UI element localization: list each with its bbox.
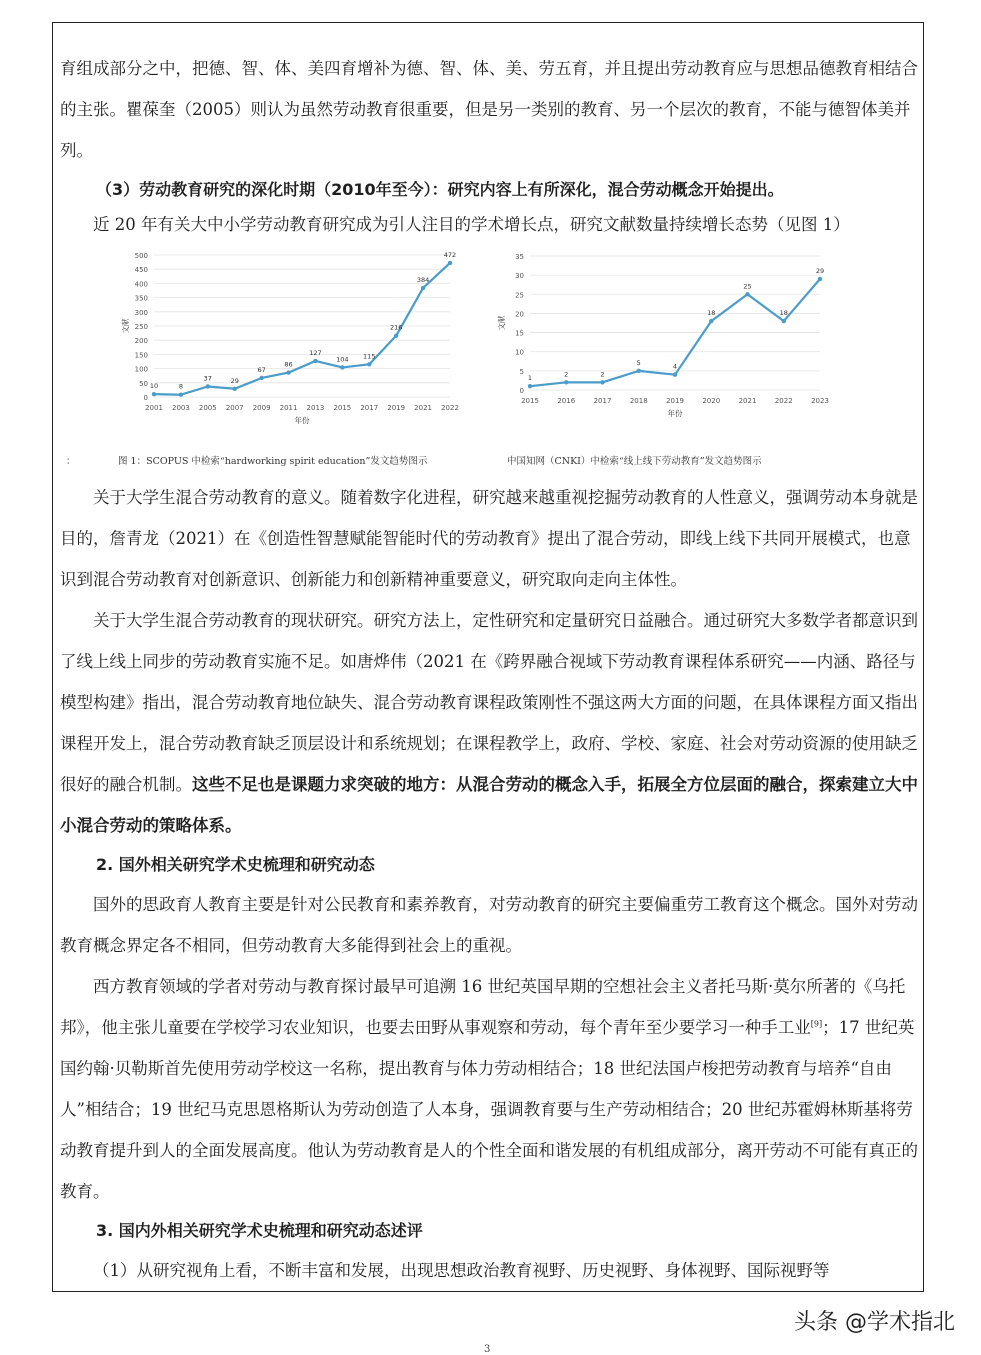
x-tick-label: 2021	[738, 397, 757, 405]
figure-caption-scopus: 图 1：SCOPUS 中检索“hardworking spirit education”发文趋势图示	[118, 456, 428, 467]
x-axis-label: 年份	[667, 409, 683, 418]
x-tick-label: 2022	[774, 397, 793, 405]
paragraph-foreign: 国外的思政育人教育主要是针对公民教育和素养教育，对劳动教育的研究主要偏重劳工教育这个概念。国外对劳动教育概念界定各不相同，但劳动教育大多能得到社会上的重视。	[60, 895, 918, 955]
paragraph-intro: 近 20 年有关大中小学劳动教育研究成为引人注目的学术增长点，研究文献数量持续增长态势（见图 1）	[93, 215, 850, 234]
x-tick-label: 2018	[629, 397, 648, 405]
data-label: 67	[257, 365, 266, 374]
data-point	[421, 286, 425, 290]
data-label: 25	[743, 282, 752, 291]
data-point	[367, 362, 371, 366]
data-point	[259, 376, 263, 380]
y-tick-label: 10	[515, 348, 524, 357]
figure-caption-cnki: 中国知网（CNKI）中检索“线上线下劳动教育”发文趋势图示	[507, 456, 762, 467]
x-axis-label: 年份	[294, 416, 310, 425]
page-number: 3	[484, 1344, 491, 1355]
y-tick-label: 25	[515, 291, 524, 300]
paragraph-status	[60, 600, 922, 846]
data-point	[745, 292, 749, 296]
x-tick-label: 2023	[811, 397, 829, 405]
data-label: 37	[203, 374, 212, 383]
chart-cnki-svg	[492, 245, 832, 450]
x-tick-label: 2005	[198, 404, 217, 412]
data-point	[637, 369, 641, 373]
data-point	[313, 359, 317, 363]
data-point	[206, 384, 210, 388]
data-label: 29	[230, 376, 239, 385]
x-tick-label: 2015	[521, 397, 539, 405]
y-tick-label: 0	[519, 387, 524, 395]
data-label: 10	[149, 382, 159, 391]
y-tick-label: 500	[134, 252, 148, 260]
x-tick-label: 2020	[702, 397, 721, 405]
data-point	[340, 365, 344, 369]
y-tick-label: 400	[134, 280, 148, 289]
data-point	[782, 319, 786, 323]
x-tick-label: 2016	[557, 397, 576, 405]
x-tick-label: 2001	[145, 404, 163, 412]
y-tick-label: 200	[134, 337, 148, 346]
section-heading-deepening: （3）劳动教育研究的深化时期（2010年至今）：研究内容上有所深化，混合劳动概念开始提出。	[96, 180, 784, 199]
citation-mark: [9]	[810, 1019, 823, 1029]
paragraph-status-emphasis: 这些不足也是课题力求突破的地方：从混合劳动的概念入手，拓展全方位层面的融合，探索建立大中小混合劳动的策略体系。	[60, 775, 918, 835]
data-point	[673, 372, 677, 376]
data-label: 384	[416, 275, 430, 284]
data-point	[818, 277, 822, 281]
data-point	[600, 380, 604, 384]
chart-scopus-svg	[116, 245, 466, 450]
watermark: 头条 @学术指北	[794, 1310, 955, 1335]
x-tick-label: 2009	[252, 404, 271, 412]
y-axis-label: 文献	[497, 315, 506, 331]
data-label: 2	[564, 370, 569, 379]
data-point	[528, 384, 532, 388]
x-tick-label: 2019	[666, 397, 684, 405]
data-label: 127	[309, 348, 322, 357]
data-point	[152, 392, 156, 396]
data-point	[564, 380, 568, 384]
data-label: 1	[527, 374, 533, 383]
data-label: 18	[707, 309, 716, 318]
data-point	[448, 261, 452, 265]
y-tick-label: 300	[134, 308, 148, 317]
paragraph-west-after: ；17 世纪英国约翰·贝勒斯首先使用劳动学校这一名称，提出教育与体力劳动相结合；18 世纪法国卢梭把劳动教育与培养“自由人”相结合；19 世纪马克思恩格斯认为劳动创造了人本身，强调教育要与生产劳动相结合；20 世纪苏霍姆林斯基将劳动教育提升到人的全面发展高度。他认为劳动教育是人的个性全面和谐发展的有机组成部分，离开劳动不可能有真正的教育。	[60, 1018, 918, 1201]
document-body	[60, 48, 922, 1291]
data-label: 216	[389, 323, 403, 332]
data-point	[179, 393, 183, 397]
paragraph-west-before: 西方教育领域的学者对劳动与教育探讨最早可追溯 16 世纪英国早期的空想社会主义者托马斯·莫尔所著的《乌托邦》，他主张儿童要在学校学习农业知识，也要去田野从事观察和劳动，每个青年至少要学习一种手工业	[60, 977, 906, 1037]
data-label: 4	[672, 362, 678, 371]
x-tick-label: 2017	[360, 404, 379, 412]
data-label: 115	[363, 352, 376, 361]
data-label: 8	[178, 382, 183, 391]
y-tick-label: 35	[515, 253, 524, 261]
chart-scopus	[116, 245, 466, 450]
x-tick-label: 2021	[414, 404, 433, 412]
series-line	[154, 263, 450, 395]
y-tick-label: 30	[515, 272, 524, 281]
data-point	[233, 387, 237, 391]
paragraph-top: 育组成部分之中，把德、智、体、美四育增补为德、智、体、美、劳五育，并且提出劳动教育应与思想品德教育相结合的主张。瞿葆奎（2005）则认为虽然劳动教育很重要，但是另一类别的教育、另一个层次的教育，不能与德智体美并列。	[60, 59, 918, 160]
y-tick-label: 150	[134, 351, 148, 360]
section-heading-foreign: 2. 国外相关研究学术史梳理和研究动态	[96, 855, 375, 874]
x-tick-label: 2011	[279, 404, 298, 412]
y-tick-label: 350	[134, 294, 148, 303]
y-tick-label: 20	[515, 310, 524, 319]
x-tick-label: 2015	[333, 404, 352, 412]
x-tick-label: 2022	[441, 404, 459, 412]
y-tick-label: 50	[139, 379, 148, 388]
data-point	[394, 333, 398, 337]
data-point	[709, 319, 713, 323]
paragraph-meaning: 关于大学生混合劳动教育的意义。随着数字化进程，研究越来越重视挖掘劳动教育的人性意义，强调劳动本身就是目的，詹青龙（2021）在《创造性智慧赋能智能时代的劳动教育》提出了混合劳动，即线上线下共同开展模式，也意识到混合劳动教育对创新意识、创新能力和创新精神重要意义，研究取向走向主体性。	[60, 488, 918, 589]
x-tick-label: 2019	[387, 404, 406, 412]
y-tick-label: 5	[519, 367, 524, 376]
x-tick-label: 2013	[306, 404, 325, 412]
y-axis-label: 文献	[121, 318, 130, 334]
data-label: 2	[600, 370, 605, 379]
chart-cnki	[492, 245, 832, 450]
data-label: 86	[284, 360, 293, 369]
data-label: 18	[779, 309, 788, 318]
x-tick-label: 2007	[225, 404, 244, 412]
data-label: 472	[443, 250, 457, 259]
y-tick-label: 0	[143, 394, 148, 402]
data-point	[286, 370, 290, 374]
data-label: 104	[336, 355, 349, 364]
paragraph-status-text: 关于大学生混合劳动教育的现状研究。研究方法上，定性研究和定量研究日益融合。通过研究大多数学者都意识到了线上线上同步的劳动教育实施不足。如唐烨伟（2021 在《跨界融合视域下劳动教育课程体系研究——内涵、路径与模型构建》指出，混合劳动教育地位缺失、混合劳动教育课程政策刚性不强这两大方面的问题，在具体课程方面又指出课程开发上，混合劳动教育缺乏顶层设计和系统规划；在课程教学上，政府、学校、家庭、社会对劳动资源的使用缺乏很好的融合机制。	[60, 611, 918, 794]
section-heading-review: 3. 国内外相关研究学术史梳理和研究动态述评	[96, 1221, 423, 1240]
x-tick-label: 2017	[593, 397, 612, 405]
figure-caption-prefix: ：	[66, 456, 76, 467]
y-tick-label: 450	[134, 266, 148, 275]
paragraph-last: （1）从研究视角上看，不断丰富和发展，出现思想政治教育视野、历史视野、身体视野、国际视野等	[93, 1261, 830, 1280]
x-tick-label: 2003	[171, 404, 190, 412]
y-tick-label: 15	[515, 329, 524, 338]
paragraph-west	[60, 966, 922, 1212]
data-label: 5	[636, 358, 641, 367]
y-tick-label: 250	[134, 323, 148, 331]
data-label: 29	[815, 266, 825, 275]
figure-1	[60, 245, 922, 477]
y-tick-label: 100	[134, 365, 148, 374]
